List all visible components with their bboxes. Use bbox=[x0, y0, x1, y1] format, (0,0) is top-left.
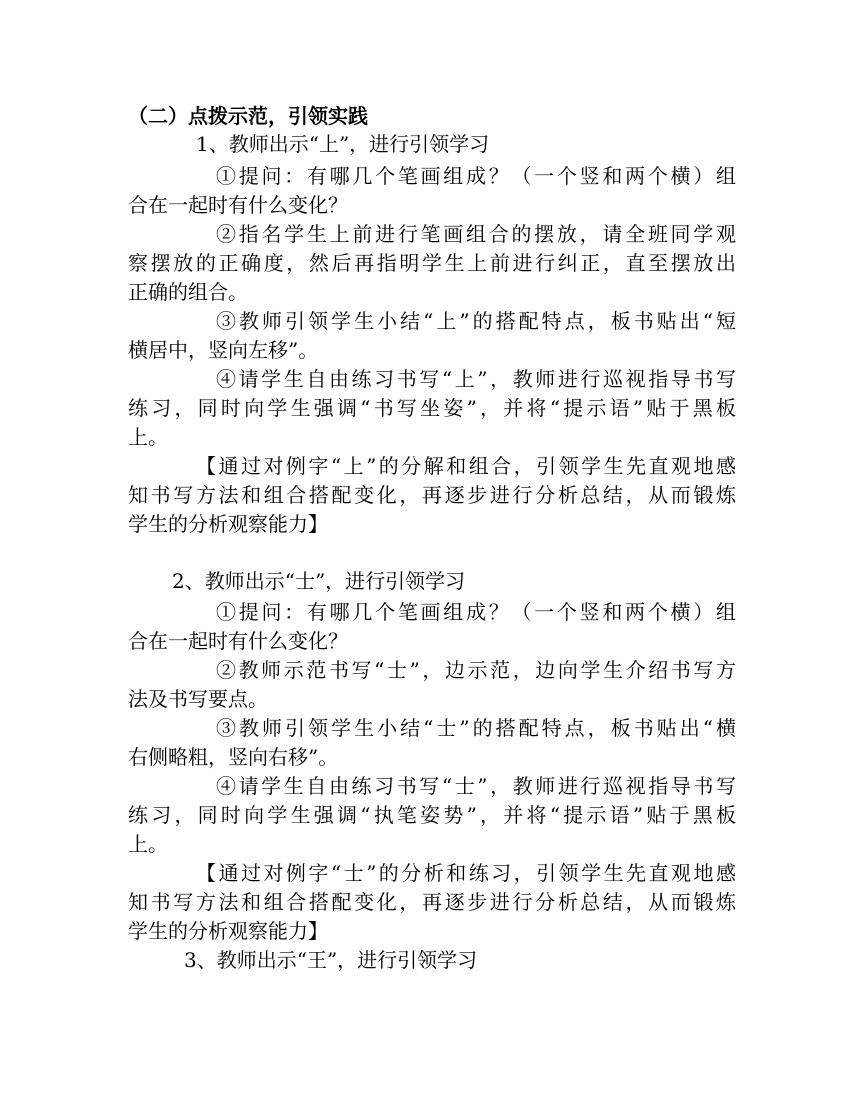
part1-step1-line2: 合在一起时有什么变化？ bbox=[128, 193, 348, 217]
part2-step4-line2: 练习，同时向学生强调“执笔姿势”，并将“提示语”贴于黑板 bbox=[128, 803, 736, 827]
part1-step4-line3: 上。 bbox=[128, 425, 168, 449]
part1-note-line1: 【通过对例字“上”的分解和组合，引领学生先直观地感 bbox=[196, 454, 736, 478]
part2-step3-line2: 右侧略粗，竖向右移”。 bbox=[128, 745, 339, 769]
part2-step1-line2: 合在一起时有什么变化？ bbox=[128, 629, 348, 653]
part1-note-line3: 学生的分析观察能力】 bbox=[128, 512, 328, 536]
part1-step3-line2: 横居中，竖向左移”。 bbox=[128, 338, 319, 362]
part2-step2-line2: 法及书写要点。 bbox=[128, 687, 268, 711]
part1-note-line2: 知书写方法和组合搭配变化，再逐步进行分析总结，从而锻炼 bbox=[128, 483, 736, 507]
part2-note-line3: 学生的分析观察能力】 bbox=[128, 919, 328, 943]
part2-step2-line1: ②教师示范书写“士”，边示范，边向学生介绍书写方 bbox=[216, 658, 736, 682]
part2-note-line1: 【通过对例字“士”的分析和练习，引领学生先直观地感 bbox=[196, 861, 736, 885]
section-heading: （二）点拨示范，引领实践 bbox=[128, 104, 368, 128]
part2-note-line2: 知书写方法和组合搭配变化，再逐步进行分析总结，从而锻炼 bbox=[128, 890, 736, 914]
part2-step3-line1: ③教师引领学生小结“士”的搭配特点，板书贴出“横 bbox=[216, 716, 736, 740]
part1-title: 1、教师出示“上”，进行引领学习 bbox=[196, 132, 490, 156]
part1-step4-line1: ④请学生自由练习书写“上”，教师进行巡视指导书写 bbox=[216, 367, 736, 391]
part2-step4-line3: 上。 bbox=[128, 832, 168, 856]
part2-step4-line1: ④请学生自由练习书写“士”，教师进行巡视指导书写 bbox=[216, 774, 736, 798]
part2-title: 2、教师出示“士”，进行引领学习 bbox=[172, 569, 466, 593]
part1-step3-line1: ③教师引领学生小结“上”的搭配特点，板书贴出“短 bbox=[216, 309, 736, 333]
part1-step2-line2: 察摆放的正确度，然后再指明学生上前进行纠正，直至摆放出 bbox=[128, 251, 736, 275]
part1-step4-line2: 练习，同时向学生强调“书写坐姿”，并将“提示语”贴于黑板 bbox=[128, 396, 736, 420]
part1-step2-line1: ②指名学生上前进行笔画组合的摆放，请全班同学观 bbox=[216, 222, 736, 246]
part2-step1-line1: ①提问：有哪几个笔画组成？（一个竖和两个横）组 bbox=[216, 600, 736, 624]
part1-step2-line3: 正确的组合。 bbox=[128, 280, 248, 304]
part3-title: 3、教师出示“王”，进行引领学习 bbox=[184, 948, 478, 972]
part1-step1-line1: ①提问：有哪几个笔画组成？（一个竖和两个横）组 bbox=[216, 164, 736, 188]
